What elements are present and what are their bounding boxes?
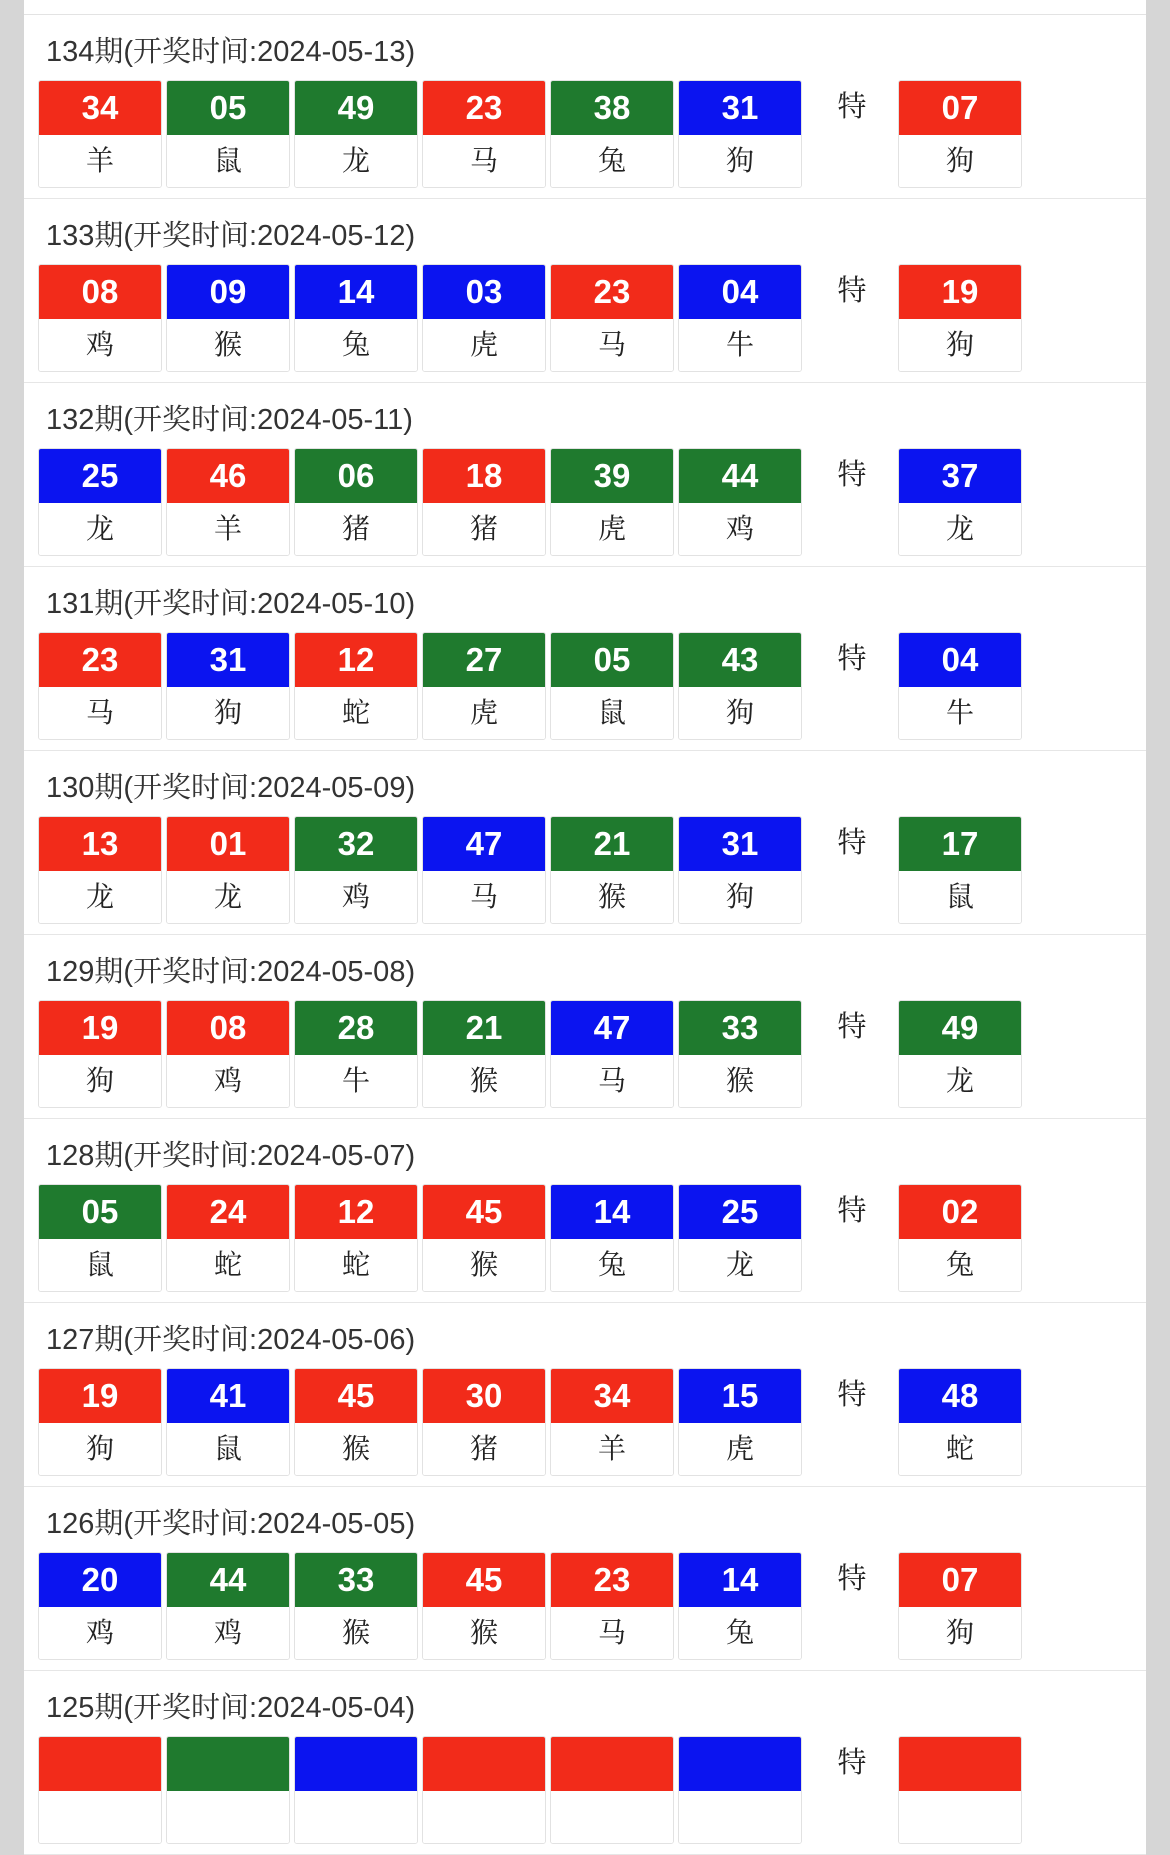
ball-number: 31 [679,81,801,135]
ball-number: 14 [295,265,417,319]
ball-zodiac: 狗 [167,687,289,739]
draw-header: 129期(开奖时间:2024-05-08) [46,956,416,988]
draw-ball [550,1184,674,1292]
draw-ball [678,80,802,188]
draw-numbers-row [24,1184,1146,1296]
special-ball-label: 特 [837,643,867,675]
draw-ball [422,80,546,188]
ball-number: 33 [295,1553,417,1607]
draw-ball [422,816,546,924]
draw-block [24,751,1146,935]
ball-number: 41 [167,1369,289,1423]
draw-ball [678,1552,802,1660]
results-sheet [24,0,1146,1855]
ball-zodiac: 蛇 [295,1239,417,1291]
draw-numbers-row [24,1368,1146,1480]
special-ball-label: 特 [837,827,867,859]
draw-ball [422,1552,546,1660]
draw-numbers-row [24,1552,1146,1664]
ball-zodiac: 鸡 [167,1055,289,1107]
special-ball-label: 特 [837,275,867,307]
draw-ball [678,264,802,372]
ball-zodiac: 鸡 [39,319,161,371]
ball-number: 14 [679,1553,801,1607]
ball-zodiac: 虎 [551,503,673,555]
draw-ball [166,1368,290,1476]
ball-number: 45 [423,1553,545,1607]
ball-number: 12 [295,1185,417,1239]
special-ball [898,80,1022,188]
special-ball-zodiac: 鼠 [899,871,1021,923]
draw-ball [550,1552,674,1660]
ball-number: 03 [423,265,545,319]
draw-ball [678,1184,802,1292]
draw-numbers-row [24,632,1146,744]
ball-zodiac: 狗 [679,687,801,739]
ball-number [679,1737,801,1791]
special-ball-number: 07 [899,81,1021,135]
ball-zodiac: 狗 [39,1423,161,1475]
draw-ball [38,1000,162,1108]
special-ball-zodiac: 狗 [899,135,1021,187]
ball-number: 45 [295,1369,417,1423]
ball-zodiac: 龙 [295,135,417,187]
draw-ball [166,1000,290,1108]
special-ball-zodiac: 牛 [899,687,1021,739]
ball-zodiac: 龙 [679,1239,801,1291]
draw-numbers-row [24,1000,1146,1112]
ball-zodiac [679,1791,801,1843]
special-ball [898,816,1022,924]
ball-number: 34 [39,81,161,135]
ball-number: 39 [551,449,673,503]
ball-zodiac: 兔 [295,319,417,371]
ball-number: 23 [423,81,545,135]
special-ball-number: 49 [899,1001,1021,1055]
draw-ball [38,1368,162,1476]
draw-ball [678,448,802,556]
ball-zodiac: 龙 [39,871,161,923]
ball-zodiac: 马 [39,687,161,739]
draw-ball [38,264,162,372]
draw-ball [166,448,290,556]
ball-number: 30 [423,1369,545,1423]
ball-number: 23 [39,633,161,687]
draw-ball [422,1000,546,1108]
special-ball-number: 19 [899,265,1021,319]
draw-block [24,1119,1146,1303]
draw-ball [38,632,162,740]
draw-ball [550,448,674,556]
draw-ball [422,1368,546,1476]
draw-ball [294,1184,418,1292]
ball-number: 27 [423,633,545,687]
special-ball-label: 特 [837,1563,867,1595]
draw-ball [38,1552,162,1660]
draw-ball [550,264,674,372]
ball-number: 33 [679,1001,801,1055]
ball-zodiac: 虎 [679,1423,801,1475]
special-ball-number: 37 [899,449,1021,503]
special-ball [898,1184,1022,1292]
ball-number [551,1737,673,1791]
draw-numbers-row [24,1736,1146,1848]
ball-zodiac: 猴 [551,871,673,923]
ball-number: 08 [167,1001,289,1055]
ball-zodiac: 狗 [39,1055,161,1107]
draw-ball [294,264,418,372]
ball-number [295,1737,417,1791]
ball-zodiac: 鸡 [295,871,417,923]
ball-zodiac: 猴 [679,1055,801,1107]
draw-numbers-row [24,264,1146,376]
draw-ball [678,1000,802,1108]
special-ball-zodiac [899,1791,1021,1843]
draw-ball [550,1000,674,1108]
ball-number: 44 [679,449,801,503]
ball-number: 23 [551,265,673,319]
draw-header: 131期(开奖时间:2024-05-10) [46,588,416,620]
ball-number: 45 [423,1185,545,1239]
ball-zodiac: 猴 [423,1055,545,1107]
ball-zodiac: 牛 [679,319,801,371]
ball-number: 49 [295,81,417,135]
draw-ball [294,1368,418,1476]
draw-ball [678,816,802,924]
special-ball-number: 48 [899,1369,1021,1423]
draw-ball [166,1184,290,1292]
ball-zodiac: 蛇 [167,1239,289,1291]
draw-ball [38,80,162,188]
ball-number: 19 [39,1001,161,1055]
special-ball-number: 07 [899,1553,1021,1607]
ball-zodiac: 牛 [295,1055,417,1107]
ball-number: 23 [551,1553,673,1607]
ball-zodiac [167,1791,289,1843]
draw-ball [422,632,546,740]
ball-number [39,1737,161,1791]
draw-ball [550,1736,674,1844]
ball-number: 43 [679,633,801,687]
ball-zodiac: 羊 [551,1423,673,1475]
ball-zodiac: 马 [551,1607,673,1659]
special-ball-label: 特 [837,91,867,123]
ball-zodiac: 龙 [39,503,161,555]
ball-number [167,1737,289,1791]
special-ball-zodiac: 兔 [899,1239,1021,1291]
ball-number: 25 [679,1185,801,1239]
draw-header: 134期(开奖时间:2024-05-13) [46,36,416,68]
special-ball-zodiac: 龙 [899,503,1021,555]
special-ball-number: 17 [899,817,1021,871]
ball-zodiac: 猪 [423,503,545,555]
draw-ball [294,632,418,740]
draw-header: 128期(开奖时间:2024-05-07) [46,1140,416,1172]
ball-number: 18 [423,449,545,503]
special-ball-zodiac: 狗 [899,1607,1021,1659]
ball-zodiac: 猪 [295,503,417,555]
draw-block [24,1671,1146,1855]
ball-number: 20 [39,1553,161,1607]
ball-number: 21 [423,1001,545,1055]
ball-zodiac: 猴 [423,1607,545,1659]
draw-ball [294,1736,418,1844]
draw-block [24,199,1146,383]
special-ball-number: 04 [899,633,1021,687]
ball-number: 06 [295,449,417,503]
ball-zodiac: 兔 [679,1607,801,1659]
ball-zodiac: 狗 [679,871,801,923]
ball-number: 32 [295,817,417,871]
ball-zodiac: 猴 [295,1607,417,1659]
draw-header: 133期(开奖时间:2024-05-12) [46,220,416,252]
draw-ball [422,264,546,372]
draw-ball [294,1552,418,1660]
ball-number: 47 [423,817,545,871]
draw-ball [166,1736,290,1844]
special-ball [898,1552,1022,1660]
ball-number: 05 [551,633,673,687]
draw-ball [294,448,418,556]
special-ball [898,1000,1022,1108]
ball-number: 05 [39,1185,161,1239]
ball-zodiac: 猴 [167,319,289,371]
draw-ball [678,1736,802,1844]
special-ball-number: 02 [899,1185,1021,1239]
special-ball-zodiac: 狗 [899,319,1021,371]
ball-number: 04 [679,265,801,319]
draw-ball [678,632,802,740]
draw-list [24,15,1146,1855]
ball-zodiac [39,1791,161,1843]
draw-ball [294,816,418,924]
ball-zodiac [295,1791,417,1843]
ball-number: 24 [167,1185,289,1239]
ball-zodiac: 虎 [423,687,545,739]
draw-block [24,383,1146,567]
ball-number: 31 [679,817,801,871]
special-ball-label: 特 [837,1747,867,1779]
ball-number: 15 [679,1369,801,1423]
special-ball-label: 特 [837,1011,867,1043]
draw-ball [38,1184,162,1292]
draw-ball [294,80,418,188]
ball-number: 12 [295,633,417,687]
draw-ball [38,448,162,556]
draw-numbers-row [24,816,1146,928]
draw-block [24,935,1146,1119]
sheet-top-strip [24,0,1146,15]
ball-number: 13 [39,817,161,871]
draw-ball [166,816,290,924]
ball-zodiac: 蛇 [295,687,417,739]
ball-zodiac: 猪 [423,1423,545,1475]
ball-number: 01 [167,817,289,871]
ball-zodiac: 鼠 [551,687,673,739]
ball-number: 31 [167,633,289,687]
draw-header: 125期(开奖时间:2024-05-04) [46,1692,416,1724]
ball-number: 08 [39,265,161,319]
ball-number: 28 [295,1001,417,1055]
draw-ball [166,264,290,372]
special-ball [898,1736,1022,1844]
draw-header: 132期(开奖时间:2024-05-11) [46,404,413,436]
special-ball [898,264,1022,372]
special-ball [898,448,1022,556]
ball-zodiac: 马 [551,319,673,371]
ball-number: 46 [167,449,289,503]
ball-zodiac: 龙 [167,871,289,923]
draw-ball [166,632,290,740]
ball-number: 44 [167,1553,289,1607]
ball-number: 14 [551,1185,673,1239]
draw-block [24,15,1146,199]
ball-zodiac: 马 [423,871,545,923]
draw-header: 126期(开奖时间:2024-05-05) [46,1508,416,1540]
ball-number: 09 [167,265,289,319]
special-ball-label: 特 [837,459,867,491]
draw-ball [422,448,546,556]
ball-zodiac: 马 [551,1055,673,1107]
ball-zodiac: 狗 [679,135,801,187]
draw-ball [678,1368,802,1476]
draw-header: 130期(开奖时间:2024-05-09) [46,772,416,804]
draw-ball [550,632,674,740]
draw-ball [422,1736,546,1844]
ball-number [423,1737,545,1791]
special-ball [898,1368,1022,1476]
special-ball-label: 特 [837,1195,867,1227]
ball-number: 25 [39,449,161,503]
ball-zodiac: 羊 [39,135,161,187]
ball-number: 34 [551,1369,673,1423]
draw-numbers-row [24,80,1146,192]
draw-ball [550,1368,674,1476]
draw-ball [422,1184,546,1292]
ball-zodiac [551,1791,673,1843]
ball-zodiac: 兔 [551,135,673,187]
special-ball-number [899,1737,1021,1791]
draw-block [24,1303,1146,1487]
ball-number: 47 [551,1001,673,1055]
draw-block [24,567,1146,751]
ball-number: 38 [551,81,673,135]
ball-zodiac: 猴 [423,1239,545,1291]
draw-block [24,1487,1146,1671]
ball-zodiac: 鸡 [679,503,801,555]
draw-ball [550,80,674,188]
ball-zodiac: 鼠 [167,135,289,187]
ball-zodiac: 虎 [423,319,545,371]
ball-zodiac: 兔 [551,1239,673,1291]
special-ball [898,632,1022,740]
draw-ball [166,1552,290,1660]
draw-numbers-row [24,448,1146,560]
ball-zodiac [423,1791,545,1843]
ball-zodiac: 鸡 [39,1607,161,1659]
draw-header: 127期(开奖时间:2024-05-06) [46,1324,416,1356]
ball-number: 19 [39,1369,161,1423]
draw-ball [38,816,162,924]
draw-ball [166,80,290,188]
draw-ball [38,1736,162,1844]
ball-number: 05 [167,81,289,135]
ball-zodiac: 鼠 [39,1239,161,1291]
ball-number: 21 [551,817,673,871]
ball-zodiac: 鼠 [167,1423,289,1475]
special-ball-zodiac: 龙 [899,1055,1021,1107]
draw-ball [294,1000,418,1108]
special-ball-label: 特 [837,1379,867,1411]
special-ball-zodiac: 蛇 [899,1423,1021,1475]
ball-zodiac: 马 [423,135,545,187]
ball-zodiac: 鸡 [167,1607,289,1659]
ball-zodiac: 羊 [167,503,289,555]
draw-ball [550,816,674,924]
ball-zodiac: 猴 [295,1423,417,1475]
